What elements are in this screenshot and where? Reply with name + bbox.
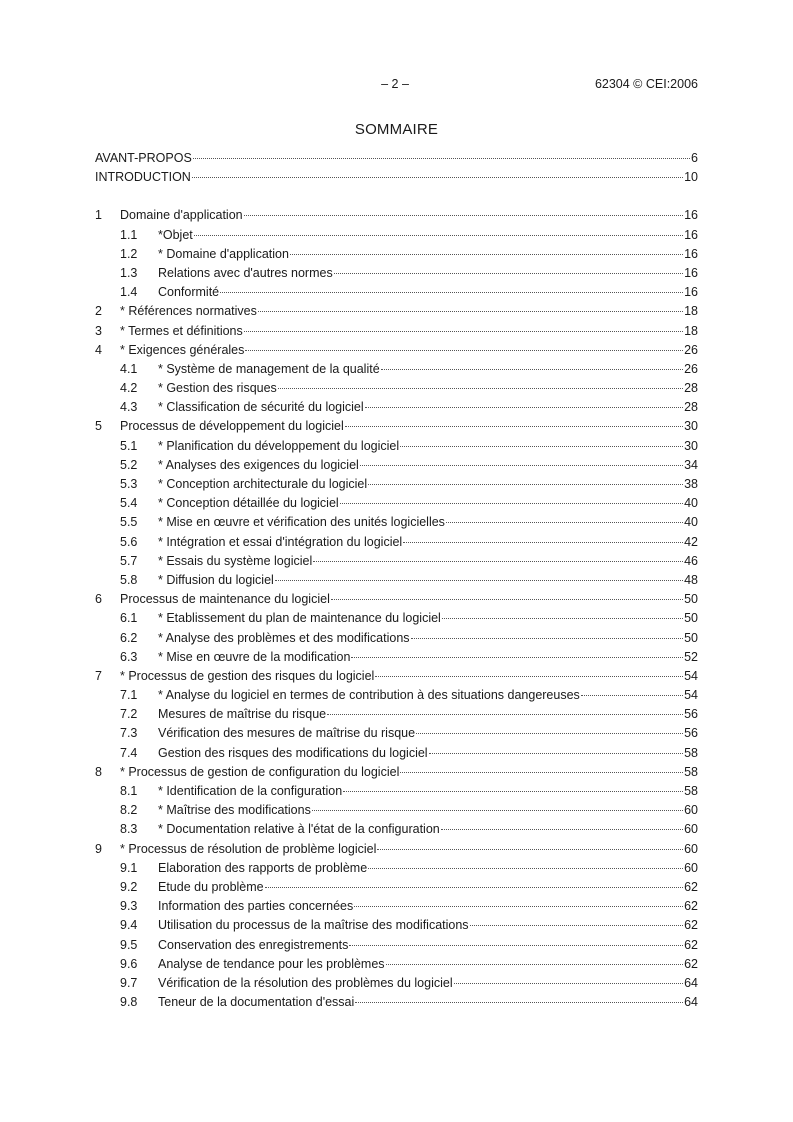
- toc-entry[interactable]: [95, 285, 698, 304]
- dot-leader: [581, 694, 683, 696]
- toc-entry[interactable]: [95, 400, 698, 419]
- toc-entry-number: 6.3: [120, 649, 138, 664]
- toc-entry-page: 50: [684, 611, 698, 626]
- dot-leader: [429, 752, 684, 754]
- toc-entry-title: * Termes et définitions: [120, 323, 243, 338]
- toc-entry[interactable]: [95, 746, 698, 765]
- toc-entry-page: 64: [684, 975, 698, 990]
- toc-entry[interactable]: [95, 995, 698, 1014]
- toc-entry-page: 18: [684, 304, 698, 319]
- dot-leader: [244, 214, 683, 216]
- toc-entry[interactable]: [95, 688, 698, 707]
- dot-leader: [351, 656, 683, 658]
- toc-entry-page: 10: [684, 170, 698, 185]
- toc-entry-number: 7: [95, 668, 102, 683]
- toc-entry-title: * Processus de gestion de configuration du logiciel: [120, 764, 400, 779]
- toc-entry-page: 58: [684, 764, 698, 779]
- toc-entry-title: * Domaine d'application: [158, 246, 289, 261]
- toc-title: SOMMAIRE: [354, 121, 439, 138]
- toc-entry-title: Conservation des enregistrements: [158, 937, 349, 952]
- toc-entry-page: 40: [684, 496, 698, 511]
- toc-entry-page: 62: [684, 937, 698, 952]
- toc-entry-page: 50: [684, 592, 698, 607]
- dot-leader: [375, 675, 683, 677]
- toc-entry-page: 28: [684, 381, 698, 396]
- toc-entry-number: 1: [95, 208, 102, 223]
- toc-entry-title: * Classification de sécurité du logiciel: [158, 400, 364, 415]
- toc-entry[interactable]: [95, 611, 698, 630]
- dot-leader: [368, 483, 683, 485]
- toc-entry[interactable]: [95, 439, 698, 458]
- dot-leader: [278, 387, 683, 389]
- toc-entry-title: Domaine d'application: [120, 208, 243, 223]
- toc-entry-title: Mesures de maîtrise du risque: [158, 707, 327, 722]
- toc-entry-page: 48: [684, 572, 698, 587]
- dot-leader: [290, 253, 683, 255]
- dot-leader: [411, 637, 684, 639]
- toc-entry[interactable]: [95, 554, 698, 573]
- toc-entry-title: * Mise en œuvre de la modification: [158, 649, 351, 664]
- toc-entry-page: 16: [684, 246, 698, 261]
- toc-entry-number: 8: [95, 764, 102, 779]
- toc-entry[interactable]: [95, 208, 698, 227]
- toc-entry-page: 46: [684, 553, 698, 568]
- toc-entry-number: 4.1: [120, 361, 138, 376]
- dot-leader: [349, 944, 683, 946]
- toc-entry-number: 6: [95, 592, 102, 607]
- toc-entry-number: 4.2: [120, 381, 138, 396]
- toc-entry-title: Analyse de tendance pour les problèmes: [158, 956, 385, 971]
- toc-entry[interactable]: [95, 170, 698, 189]
- toc-entry-number: 9.7: [120, 975, 138, 990]
- toc-entry[interactable]: [95, 938, 698, 957]
- dot-leader: [355, 1001, 683, 1003]
- toc-entry-number: 5.4: [120, 496, 138, 511]
- table-of-contents: [95, 151, 698, 1014]
- toc-entry-number: 6.1: [120, 611, 138, 626]
- toc-entry-number: 5.5: [120, 515, 138, 530]
- toc-entry-page: 34: [684, 457, 698, 472]
- dot-leader: [441, 828, 683, 830]
- toc-entry-number: 2: [95, 304, 102, 319]
- toc-entry-number: 7.3: [120, 726, 138, 741]
- toc-entry-number: 4: [95, 342, 102, 357]
- dot-leader: [313, 560, 683, 562]
- toc-entry-title: * Planification du développement du logiciel: [158, 438, 400, 453]
- toc-entry-title: * Analyses des exigences du logiciel: [158, 457, 359, 472]
- toc-entry-title: Teneur de la documentation d'essai: [158, 995, 355, 1010]
- toc-entry-title: Vérification des mesures de maîtrise du risque: [158, 726, 416, 741]
- toc-entry-page: 62: [684, 879, 698, 894]
- toc-entry-page: 16: [684, 285, 698, 300]
- toc-entry-title: Processus de développement du logiciel: [120, 419, 344, 434]
- toc-entry-title: *Objet: [158, 227, 193, 242]
- toc-entry-title: INTRODUCTION: [95, 170, 191, 185]
- toc-entry-number: 9.3: [120, 899, 138, 914]
- toc-entry-title: Utilisation du processus de la maîtrise des modifications: [158, 918, 469, 933]
- toc-entry-number: 3: [95, 323, 102, 338]
- toc-entry-number: 5.8: [120, 572, 138, 587]
- toc-entry[interactable]: [95, 266, 698, 285]
- toc-entry[interactable]: [95, 592, 698, 611]
- toc-entry-title: * Analyse du logiciel en termes de contribution à des situations dangereuses: [158, 688, 580, 703]
- toc-entry-number: 9.8: [120, 995, 138, 1010]
- toc-entry-page: 54: [684, 688, 698, 703]
- dot-leader: [360, 464, 683, 466]
- toc-entry[interactable]: [95, 304, 698, 323]
- dot-leader: [331, 598, 683, 600]
- toc-entry[interactable]: [95, 976, 698, 995]
- dot-leader: [334, 272, 683, 274]
- dot-leader: [275, 579, 683, 581]
- dot-leader: [381, 368, 683, 370]
- toc-entry-number: 5.7: [120, 553, 138, 568]
- dot-leader: [327, 713, 683, 715]
- dot-leader: [192, 176, 683, 178]
- toc-entry-title: * Etablissement du plan de maintenance du logiciel: [158, 611, 441, 626]
- dot-leader: [400, 771, 683, 773]
- toc-entry-title: Information des parties concernées: [158, 899, 354, 914]
- toc-entry-page: 38: [684, 477, 698, 491]
- toc-entry-page: 28: [684, 400, 698, 415]
- toc-entry-number: 9: [95, 841, 102, 856]
- toc-entry-number: 8.3: [120, 822, 138, 837]
- toc-entry-page: 62: [684, 899, 698, 914]
- toc-entry-number: 4.3: [120, 400, 138, 415]
- dot-leader: [343, 790, 683, 792]
- dot-leader: [312, 809, 683, 811]
- toc-entry-number: 8.2: [120, 803, 138, 818]
- dot-leader: [340, 502, 683, 504]
- toc-entry-number: 9.4: [120, 918, 138, 933]
- toc-entry[interactable]: [95, 477, 698, 496]
- toc-entry[interactable]: [95, 631, 698, 650]
- dot-leader: [400, 445, 683, 447]
- toc-entry-page: 56: [684, 707, 698, 722]
- toc-entry-title: * Intégration et essai d'intégration du logiciel: [158, 534, 403, 549]
- toc-entry[interactable]: [95, 803, 698, 822]
- toc-entry-number: 7.4: [120, 745, 138, 760]
- toc-entry-number: 5: [95, 419, 102, 434]
- dot-leader: [220, 291, 683, 293]
- dot-leader: [365, 406, 683, 408]
- toc-entry-title: * Maîtrise des modifications: [158, 803, 311, 818]
- page-number: – 2 –: [381, 77, 409, 91]
- toc-entry[interactable]: [95, 324, 698, 343]
- toc-entry-page: 16: [684, 208, 698, 223]
- toc-entry[interactable]: [95, 726, 698, 745]
- toc-entry-page: 26: [684, 342, 698, 357]
- toc-entry-number: 7.1: [120, 688, 138, 703]
- toc-entry-title: * Essais du système logiciel: [158, 553, 313, 568]
- toc-entry-number: 5.3: [120, 477, 138, 491]
- toc-entry-page: 58: [684, 745, 698, 760]
- toc-entry[interactable]: [95, 650, 698, 669]
- dot-leader: [345, 425, 683, 427]
- toc-entry-page: 60: [684, 841, 698, 856]
- toc-entry[interactable]: [95, 765, 698, 784]
- toc-entry-title: Vérification de la résolution des problèmes du logiciel: [158, 975, 453, 990]
- toc-entry-page: 54: [684, 668, 698, 683]
- toc-entry-title: AVANT-PROPOS: [95, 151, 192, 165]
- toc-entry-page: 30: [684, 438, 698, 453]
- toc-entry[interactable]: [95, 419, 698, 438]
- toc-entry[interactable]: [95, 247, 698, 266]
- toc-entry-page: 52: [684, 649, 698, 664]
- dot-leader: [377, 848, 683, 850]
- toc-entry[interactable]: [95, 822, 698, 841]
- toc-entry-number: 1.3: [120, 265, 138, 280]
- toc-entry[interactable]: [95, 458, 698, 477]
- dot-leader: [368, 867, 683, 869]
- toc-entry[interactable]: [95, 362, 698, 381]
- toc-entry[interactable]: [95, 861, 698, 880]
- toc-entry[interactable]: [95, 918, 698, 937]
- toc-entry-title: * Références normatives: [120, 304, 257, 319]
- toc-entry-title: * Documentation relative à l'état de la configuration: [158, 822, 440, 837]
- toc-entry[interactable]: [95, 151, 698, 170]
- toc-entry-title: * Processus de résolution de problème logiciel: [120, 841, 377, 856]
- toc-entry-page: 60: [684, 860, 698, 875]
- dot-leader: [470, 924, 684, 926]
- toc-entry-title: * Identification de la configuration: [158, 784, 343, 798]
- toc-entry-page: 30: [684, 419, 698, 434]
- toc-entry-number: 1.2: [120, 246, 138, 261]
- toc-entry[interactable]: [95, 573, 698, 592]
- toc-entry[interactable]: [95, 515, 698, 534]
- toc-entry[interactable]: [95, 343, 698, 362]
- toc-entry-page: 64: [684, 995, 698, 1010]
- toc-entry[interactable]: [95, 228, 698, 247]
- toc-entry[interactable]: [95, 669, 698, 688]
- dot-leader: [193, 157, 690, 159]
- dot-leader: [442, 617, 683, 619]
- toc-entry-number: 9.6: [120, 956, 138, 971]
- dot-leader: [258, 310, 683, 312]
- dot-leader: [194, 234, 683, 236]
- toc-entry-page: 60: [684, 803, 698, 818]
- toc-entry-page: 50: [684, 630, 698, 645]
- toc-entry-title: Etude du problème: [158, 879, 264, 894]
- toc-entry-number: 7.2: [120, 707, 138, 722]
- toc-entry-number: 9.1: [120, 860, 138, 875]
- dot-leader: [403, 541, 683, 543]
- dot-leader: [446, 521, 683, 523]
- toc-entry-title: Gestion des risques des modifications du logiciel: [158, 745, 428, 760]
- toc-entry-number: 9.5: [120, 937, 138, 952]
- toc-entry-title: * Diffusion du logiciel: [158, 572, 274, 587]
- dot-leader: [354, 905, 683, 907]
- toc-entry-page: 62: [684, 956, 698, 971]
- toc-entry-page: 62: [684, 918, 698, 933]
- dot-leader: [416, 732, 683, 734]
- toc-entry[interactable]: [95, 707, 698, 726]
- toc-entry[interactable]: [95, 535, 698, 554]
- toc-entry-number: 1.1: [120, 227, 138, 242]
- toc-entry[interactable]: [95, 957, 698, 976]
- toc-entry[interactable]: [95, 842, 698, 861]
- toc-entry[interactable]: [95, 381, 698, 400]
- toc-entry-number: 5.1: [120, 438, 138, 453]
- toc-entry[interactable]: [95, 880, 698, 899]
- dot-leader: [245, 349, 683, 351]
- toc-entry[interactable]: [95, 899, 698, 918]
- toc-entry-title: * Mise en œuvre et vérification des unités logicielles: [158, 515, 445, 530]
- toc-entry-number: 5.2: [120, 457, 138, 472]
- dot-leader: [244, 330, 683, 332]
- toc-entry-page: 40: [684, 515, 698, 530]
- toc-entry-page: 60: [684, 822, 698, 837]
- toc-entry-number: 9.2: [120, 879, 138, 894]
- toc-entry-page: 56: [684, 726, 698, 741]
- dot-leader: [386, 963, 684, 965]
- toc-entry-number: 6.2: [120, 630, 138, 645]
- toc-entry-page: 16: [684, 265, 698, 280]
- toc-entry-title: Conformité: [158, 285, 220, 300]
- toc-entry-page: 18: [684, 323, 698, 338]
- toc-entry-title: Elaboration des rapports de problème: [158, 860, 368, 875]
- toc-entry-title: * Exigences générales: [120, 342, 245, 357]
- toc-entry-page: 42: [684, 534, 698, 549]
- toc-entry-number: 1.4: [120, 285, 138, 300]
- toc-entry-page: 6: [691, 151, 698, 165]
- document-reference: 62304 © CEI:2006: [594, 77, 698, 91]
- toc-entry-number: 5.6: [120, 534, 138, 549]
- toc-entry-number: 8.1: [120, 784, 138, 798]
- toc-entry-title: * Système de management de la qualité: [158, 361, 380, 376]
- toc-entry-title: * Analyse des problèmes et des modifications: [158, 630, 410, 645]
- toc-entry-title: * Conception détaillée du logiciel: [158, 496, 339, 511]
- toc-entry[interactable]: [95, 784, 698, 803]
- toc-entry-page: 16: [684, 227, 698, 242]
- dot-leader: [454, 982, 683, 984]
- toc-entry-title: * Processus de gestion des risques du logiciel: [120, 668, 375, 683]
- toc-entry-title: * Conception architecturale du logiciel: [158, 477, 368, 491]
- dot-leader: [265, 886, 683, 888]
- toc-entry-title: Processus de maintenance du logiciel: [120, 592, 330, 607]
- toc-entry-title: * Gestion des risques: [158, 381, 277, 396]
- toc-entry-page: 58: [684, 784, 698, 798]
- toc-entry-page: 26: [684, 361, 698, 376]
- toc-entry-title: Relations avec d'autres normes: [158, 265, 333, 280]
- toc-entry[interactable]: [95, 496, 698, 515]
